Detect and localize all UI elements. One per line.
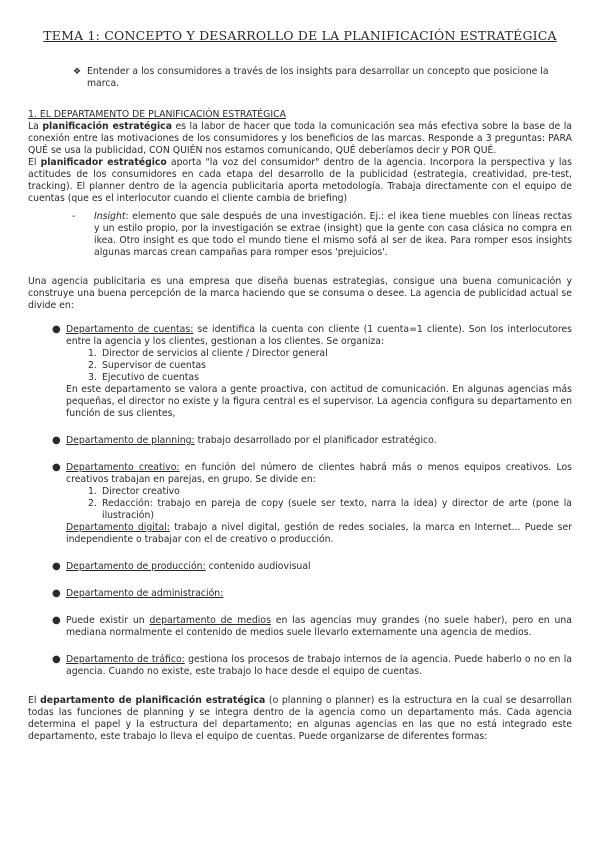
list-item-planning: ● Departamento de planning: trabajo desarrollado por el planificador estratégico.	[52, 435, 437, 446]
sublist-item: 1. Director creativo	[88, 486, 180, 497]
paragraph-agencia: Una agencia publicitaria es una empresa que diseña buenas estrategias, consigue una buena comunicación y construye una buena percepción de la marca haciendo que se consuma o desee. La agencia de publicidad actual se divide en:	[28, 276, 572, 311]
insight-item: - Insight: elemento que sale después de una investigación. Ej.: el ikea tiene muebles con líneas rectas y un estilo propio, por la investigación se extrae (insight) que la gente con casa clásica no compra en ikea. Otro insight es que todo el mundo tiene el mismo sofá al ser de ikea. Para romper esos insights algunas marcas crean campañas para romper esos 'prejuicios'.	[72, 211, 572, 258]
sublist-item: 2. Supervisor de cuentas	[88, 360, 207, 371]
list-item-produccion: ● Departamento de producción: contenido audiovisual	[52, 561, 311, 572]
paragraph-departamento-planificacion: El departamento de planificación estratégica (o planning o planner) es la estructura en la cual se desarrollan todas las funciones de planning y se integra dentro de la agencia como un departamento más. Cada agencia determina el papel y la estructura del departamento; en algunas agencias en las que no está integrado este departamento, este trabajo lo lleva el equipo de cuentas. Puede organizarse de diferentes formas:	[28, 695, 573, 742]
list-item-administracion: ● Departamento de administración:	[52, 588, 224, 599]
sublist-item: 2. Redacción: trabajo en pareja de copy (suele ser texto, narra la idea) y director de arte (pone la ilustración)	[88, 498, 572, 521]
list-item-cuentas: ● Departamento de cuentas: se identifica la cuenta con cliente (1 cuenta=1 cliente). Son los interlocutores entre la agencia y los clientes, gestionan a los clientes. Se organiza: 1. Director de servicios al cliente / Director general 2. Supervisor de cuentas 3. Ejecutivo de cuentas En este departamento se valora a gente proactiva, con actitud de comunicación. En algunas agencias más pequeñas, el director no existe y la figura central es el supervisor. La agencia configura su departamento en función de sus clientes,	[52, 324, 572, 419]
objective-item	[73, 66, 572, 90]
section-heading: 1. EL DEPARTAMENTO DE PLANIFICACIÓN ESTRATÉGICA	[28, 109, 286, 120]
creativo-sublist	[66, 486, 572, 522]
list-item-digital: Departamento digital: trabajo a nivel digital, gestión de redes sociales, la marca en Internet... Puede ser independiente o trabajar con el de creativo o producción.	[66, 522, 573, 545]
paragraph-planificacion: La planificación estratégica es la labor de hacer que toda la comunicación sea más efectiva sobre la base de la conexión entre las motivaciones de los consumidores y los beneficios de las marcas. Responde a 3 preguntas: PARA QUÉ se usa la publicidad, CON QUIÉN nos estamos comunicando, QUÉ deberíamos decir y POR QUÉ.	[28, 121, 572, 156]
bullet-icon: ●	[52, 561, 61, 572]
bullet-icon: ●	[52, 435, 61, 446]
bullet-icon: ●	[52, 324, 61, 335]
sublist-item: 1. Director de servicios al cliente / Director general	[88, 348, 328, 359]
bullet-icon: ●	[52, 588, 61, 599]
insight-term: Insight	[94, 211, 126, 222]
cuentas-sublist	[66, 348, 572, 384]
objective-text: Entender a los consumidores a través de los insights para desarrollar un concepto que posicione la marca.	[87, 66, 549, 89]
list-item-trafico: ● Departamento de tráfico: gestiona los procesos de trabajo internos de la agencia. Puede haberlo o no en la agencia. Cuando no existe, este trabajo lo hace desde el equipo de cuentas.	[52, 654, 572, 677]
bullet-icon: ●	[52, 615, 61, 626]
sublist-item: 3. Ejecutivo de cuentas	[88, 372, 199, 383]
diamond-bullet-icon: ❖	[73, 67, 82, 77]
paragraph-planificador: El planificador estratégico aporta "la voz del consumidor" dentro de la agencia. Incorpora la perspectiva y las actitudes de los consumidores en cada etapa del desarrollo de la publicidad (estrategia, creatividad, pre-test, tracking). El planner dentro de la agencia publicitaria aporta metodología. Trabaja directamente con el equipo de cuentas (que es el interlocutor cuando el cliente cambia de briefing)	[28, 157, 572, 204]
bullet-icon: ●	[52, 654, 61, 665]
list-item-creativo: ● Departamento creativo: en función del número de clientes habrá más o menos equipos creativos. Los creativos trabajan en parejas, en grupo. Se divide en: 1. Director creativo 2. Redacción: trabajo en pareja de copy (suele ser texto, narra la idea) y director de arte (pone la ilustración)	[52, 462, 573, 521]
dash-bullet: -	[72, 211, 76, 222]
bullet-icon: ●	[52, 462, 61, 473]
page-title: TEMA 1: CONCEPTO Y DESARROLLO DE LA PLANIFICACIÓN ESTRATÉGICA	[43, 28, 557, 43]
list-item-medios: ● Puede existir un departamento de medios en las agencias muy grandes (no suele haber), pero en una mediana normalmente el contenido de medios suele llevarlo externamente una agencia de medios.	[52, 615, 572, 638]
